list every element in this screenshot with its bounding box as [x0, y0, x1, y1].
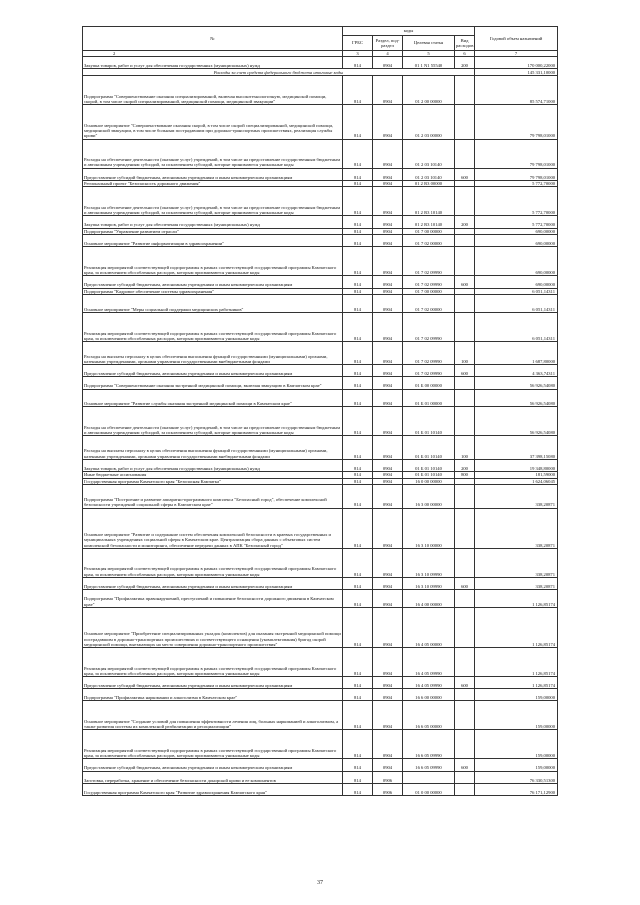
table-row	[83, 377, 558, 389]
row-csr-cell: 01 7 02 00000	[403, 295, 455, 313]
row-grbs-cell: 814	[343, 104, 373, 139]
row-sum-cell: 690,00000	[475, 235, 558, 247]
row-grbs-cell: 814	[343, 341, 373, 364]
row-grbs-cell: 814	[343, 676, 373, 688]
table-row	[83, 139, 558, 168]
row-vid-cell	[455, 288, 475, 295]
row-vid-cell	[455, 312, 475, 341]
table-row	[83, 689, 558, 701]
row-grbs-cell: 814	[343, 607, 373, 647]
row-vid-cell	[455, 647, 475, 676]
row-name-cell: Расходы на обеспечение деятельности (оказание услуг) учреждений, в том числе на предоставление государственным бюджетным и автономным учреждениям субсидий, за исключением субсидий, которые принимаются уникальные коды	[83, 187, 343, 216]
row-sum-cell: 145 331,10000	[475, 69, 558, 76]
row-sum-cell: 159,00000	[475, 730, 558, 759]
row-razdel-cell: 0904	[373, 459, 403, 471]
row-razdel-cell: 0904	[373, 548, 403, 577]
row-name-cell: Реализация мероприятий соответствующей подпрограммы в рамках соответствующей государственной программы Камчатского края, за исключением обособленных расходов, которым присваиваются уникальные коды	[83, 647, 343, 676]
row-sum-cell: 1 624,06045	[475, 478, 558, 485]
row-csr-cell: 01 7 02 09990	[403, 341, 455, 364]
row-name-cell: Расходы на выплаты персоналу в целях обеспечения выполнения функций государственными (муниципальными) органами, казенными учреждениями, органами управления государственными внебюджетными фондами	[83, 341, 343, 364]
row-razdel-cell: 0904	[373, 730, 403, 759]
row-vid-cell	[455, 139, 475, 168]
row-csr-cell: 16 6 05 00000	[403, 701, 455, 730]
table-row	[83, 295, 558, 313]
row-name-cell: Основное мероприятие "Создание условий для повышения эффективности лечения лиц, больных наркоманией и алкоголизмом, а также развития системы их комплексной реабилитации и ресоциализации"	[83, 701, 343, 730]
row-name-cell: Закупка товаров, работ и услуг для обеспечения государственных (муниципальных) нужд	[83, 216, 343, 228]
row-vid-cell	[455, 75, 475, 104]
table-row	[83, 407, 558, 436]
row-sum-cell: 6 051,14311	[475, 288, 558, 295]
row-vid-cell	[455, 104, 475, 139]
row-grbs-cell: 814	[343, 590, 373, 608]
row-grbs-cell: 814	[343, 247, 373, 276]
table-row	[83, 389, 558, 407]
row-grbs-cell: 814	[343, 508, 373, 548]
table-row	[83, 701, 558, 730]
row-csr-cell: 01 2 00 00000	[403, 75, 455, 104]
row-name-cell: Расходы на обеспечение деятельности (оказание услуг) учреждений, в том числе на предоставление государственным бюджетным и автономным учреждениям субсидий, за исключением субсидий, которые принимаются уникальные коды	[83, 139, 343, 168]
col-header-vid: Вид расходов	[455, 36, 475, 51]
row-razdel-cell: 0904	[373, 701, 403, 730]
row-vid-cell: 100	[455, 341, 475, 364]
row-grbs-cell: 814	[343, 288, 373, 295]
row-sum-cell: 159,00000	[475, 689, 558, 701]
table-row	[83, 228, 558, 235]
table-row	[83, 235, 558, 247]
row-razdel-cell: 0904	[373, 472, 403, 479]
row-sum-cell: 338,20871	[475, 485, 558, 508]
row-sum-cell: 5 772,70000	[475, 216, 558, 228]
row-grbs-cell: 814	[343, 187, 373, 216]
row-vid-cell	[455, 247, 475, 276]
row-csr-cell: 01 2 03 10140	[403, 139, 455, 168]
row-name-cell: Подпрограмма "Управление развитием отрасли"	[83, 228, 343, 235]
row-vid-cell: 600	[455, 759, 475, 771]
row-sum-cell: 56 926,54080	[475, 407, 558, 436]
row-sum-cell: 170 000,22000	[475, 57, 558, 69]
row-grbs-cell: 814	[343, 485, 373, 508]
row-sum-cell: 690,00000	[475, 247, 558, 276]
row-csr-cell: 16 4 00 00000	[403, 590, 455, 608]
table-row	[83, 759, 558, 771]
row-razdel-cell: 0904	[373, 485, 403, 508]
table-row	[83, 508, 558, 548]
row-grbs-cell: 814	[343, 57, 373, 69]
row-grbs-cell: 814	[343, 783, 373, 795]
row-razdel-cell: 0904	[373, 216, 403, 228]
row-csr-cell: 16 6 00 00000	[403, 689, 455, 701]
col-header-csr: Целевая статья	[403, 36, 455, 51]
row-sum-cell: 56 926,54080	[475, 389, 558, 407]
table-row	[83, 365, 558, 377]
row-csr-cell: 01 Б 01 10140	[403, 436, 455, 459]
row-vid-cell: 600	[455, 676, 475, 688]
row-razdel-cell: 0904	[373, 104, 403, 139]
row-name-cell: Закупка товаров, работ и услуг для обеспечения государственных (муниципальных) нужд	[83, 459, 343, 471]
row-grbs-cell: 814	[343, 759, 373, 771]
row-sum-cell: 159,00000	[475, 701, 558, 730]
index-cell: 3	[343, 51, 373, 57]
row-name-cell: Подпрограмма "Построение и развитие аппаратно-программного комплекса "Безопасный город", обеспечение комплексной безопасности учреждений социальной сферы в Камчатском крае"	[83, 485, 343, 508]
row-razdel-cell: 0904	[373, 478, 403, 485]
row-razdel-cell: 0904	[373, 228, 403, 235]
row-vid-cell: 100	[455, 436, 475, 459]
row-csr-cell: 01 7 02 09990	[403, 247, 455, 276]
row-razdel-cell: 0904	[373, 57, 403, 69]
row-vid-cell: 800	[455, 472, 475, 479]
row-csr-cell: 16 3 10 09990	[403, 577, 455, 589]
row-sum-cell: 1 687,80000	[475, 341, 558, 364]
row-razdel-cell: 0904	[373, 288, 403, 295]
row-name-cell: Заготовка, переработка, хранение и обеспечение безопасности донорской крови и ее компонентов	[83, 771, 343, 783]
row-name-cell: Предоставление субсидий бюджетным, автономным учреждениям и иным некоммерческим организациям	[83, 759, 343, 771]
row-name-cell: Основное мероприятие "Приобретение специализированных укладок (комплектов) для оказания экстренной медицинской помощи пострадавшим в дорожно-транспортных происшествиях и соответствующего оснащения (укомплектования) бригад скорой медицинской помощи, выезжающих на место совершения дорожно-транспортного происшествия"	[83, 607, 343, 647]
row-vid-cell	[455, 548, 475, 577]
row-csr-cell	[403, 771, 455, 783]
row-razdel-cell: 0904	[373, 168, 403, 180]
row-csr-cell: 16 6 05 09990	[403, 730, 455, 759]
row-razdel-cell: 0904	[373, 75, 403, 104]
row-sum-cell: 338,20871	[475, 508, 558, 548]
row-sum-cell: 5 772,70000	[475, 180, 558, 187]
row-sum-cell: 79 798,01000	[475, 168, 558, 180]
row-name-cell: Государственная программа Камчатского края "Безопасная Камчатка"	[83, 478, 343, 485]
row-vid-cell	[455, 689, 475, 701]
row-grbs-cell: 814	[343, 407, 373, 436]
row-vid-cell	[455, 508, 475, 548]
table-row	[83, 75, 558, 104]
row-name-cell: Подпрограмма "Профилактика правонарушений, преступлений и повышение безопасности дорожного движения в Камчатском крае"	[83, 590, 343, 608]
row-vid-cell: 200	[455, 57, 475, 69]
row-csr-cell: 01 2 03 00000	[403, 104, 455, 139]
row-csr-cell: 01 2 R3 00000	[403, 180, 455, 187]
row-grbs-cell: 814	[343, 228, 373, 235]
row-name-cell: Основное мероприятие "Совершенствование оказания скорой, в том числе скорой специализированной, медицинской помощи, медицинской эвакуации, в том числе больным пострадавшим при дорожно-транспортных происшествиях, реализация службы крови"	[83, 104, 343, 139]
budget-table	[82, 26, 558, 796]
index-cell: 6	[455, 51, 475, 57]
row-sum-cell: 181,59000	[475, 472, 558, 479]
row-name-cell: Расходы на обеспечение деятельности (оказание услуг) учреждений, в том числе на предоставление государственным бюджетным и автономным учреждениям субсидий, за исключением субсидий, которые принимаются уникальные коды	[83, 407, 343, 436]
row-csr-cell: 01 7 02 09990	[403, 276, 455, 288]
row-csr-cell: 01 7 02 09990	[403, 365, 455, 377]
row-csr-cell: 16 6 05 09990	[403, 759, 455, 771]
row-sum-cell: 690,00000	[475, 228, 558, 235]
row-grbs-cell: 814	[343, 235, 373, 247]
row-sum-cell: 690,00000	[475, 276, 558, 288]
table-row	[83, 478, 558, 485]
row-sum-cell: 6 051,14311	[475, 295, 558, 313]
row-name-cell: Подпрограмма "Совершенствование оказания экстренной медицинской помощи, включая эвакуацию в Камчатском крае"	[83, 377, 343, 389]
row-sum-cell: 159,00000	[475, 759, 558, 771]
table-row	[83, 247, 558, 276]
row-vid-cell	[455, 701, 475, 730]
document-page	[82, 26, 557, 796]
col-header-razdel: Раздел, под-раздел	[373, 36, 403, 51]
row-sum-cell: 79 798,01000	[475, 139, 558, 168]
row-vid-cell	[455, 180, 475, 187]
row-vid-cell	[455, 590, 475, 608]
row-razdel-cell: 0904	[373, 607, 403, 647]
row-name-cell: Основное мероприятие "Развитие и содержание систем обеспечения комплексной безопасности в краевых государственных и муниципальных учреждениях социальной сферы в Камчатском крае. Централизация сбора данных с объектовых систем комплексной безопасности и мониторинга, обеспечение передачи данных в АПК "Безопасный город"	[83, 508, 343, 548]
table-row	[83, 783, 558, 795]
row-grbs-cell: 814	[343, 771, 373, 783]
row-grbs-cell: 814	[343, 730, 373, 759]
col-header-sum: Годовой объем назначений	[475, 27, 558, 51]
table-row	[83, 485, 558, 508]
row-razdel-cell: 0904	[373, 180, 403, 187]
row-csr-cell: 16 4 05 09990	[403, 647, 455, 676]
row-csr-cell: 01 2 R3 10140	[403, 216, 455, 228]
table-row	[83, 180, 558, 187]
table-row	[83, 607, 558, 647]
row-name-cell: Основное мероприятие "Меры социальной поддержки медицинских работников"	[83, 295, 343, 313]
row-name-cell: Подпрограмма "Совершенствование оказания специализированной, включая высокотехнологичную, медицинской помощи, скорой, в том числе скорой специализированной, медицинской помощи, медицинской эвакуации"	[83, 75, 343, 104]
row-csr-cell: 01 7 02 09990	[403, 312, 455, 341]
row-grbs-cell: 814	[343, 389, 373, 407]
index-cell: 5	[403, 51, 455, 57]
row-grbs-cell: 814	[343, 75, 373, 104]
row-razdel-cell: 0906	[373, 783, 403, 795]
index-cell: 4	[373, 51, 403, 57]
row-sum-cell: 37 398,15080	[475, 436, 558, 459]
row-grbs-cell: 814	[343, 701, 373, 730]
row-vid-cell	[455, 485, 475, 508]
table-body	[83, 57, 558, 796]
row-sum-cell: 6 051,14311	[475, 312, 558, 341]
row-csr-cell: 16 3 10 09990	[403, 548, 455, 577]
row-sum-cell: 85 574,71000	[475, 75, 558, 104]
row-name-cell: Предоставление субсидий бюджетным, автономным учреждениям и иным некоммерческим организациям	[83, 676, 343, 688]
row-sum-cell: 338,20871	[475, 548, 558, 577]
row-vid-cell: 600	[455, 577, 475, 589]
row-csr-cell: 16 3 10 00000	[403, 508, 455, 548]
row-name-cell: Реализация мероприятий соответствующей подпрограммы в рамках соответствующей государственной программы Камчатского края, за исключением обособленных расходов, которым присваиваются уникальные коды	[83, 548, 343, 577]
table-row	[83, 276, 558, 288]
row-razdel-cell: 0904	[373, 187, 403, 216]
row-grbs-cell: 814	[343, 472, 373, 479]
row-razdel-cell: 0904	[373, 276, 403, 288]
row-grbs-cell: 814	[343, 168, 373, 180]
row-csr-cell: 01 Б 00 00000	[403, 377, 455, 389]
table-row	[83, 341, 558, 364]
row-vid-cell	[455, 771, 475, 783]
row-sum-cell: 56 926,54080	[475, 377, 558, 389]
row-name-cell: Подпрограмма "Кадровое обеспечение системы здравоохранения"	[83, 288, 343, 295]
row-vid-cell	[455, 295, 475, 313]
row-razdel-cell: 0904	[373, 577, 403, 589]
row-grbs-cell: 814	[343, 377, 373, 389]
row-razdel-cell: 0904	[373, 647, 403, 676]
row-csr-cell: 16 0 00 00000	[403, 478, 455, 485]
row-razdel-cell: 0904	[373, 590, 403, 608]
row-razdel-cell: 0904	[373, 341, 403, 364]
row-vid-cell	[455, 228, 475, 235]
table-row	[83, 312, 558, 341]
table-row	[83, 730, 558, 759]
row-sum-cell: 338,20871	[475, 577, 558, 589]
row-csr-cell: 01 2 03 10140	[403, 168, 455, 180]
row-vid-cell	[455, 783, 475, 795]
table-row	[83, 288, 558, 295]
row-csr-cell: 01 Б 01 00000	[403, 389, 455, 407]
row-sum-cell: 19 348,80000	[475, 459, 558, 471]
row-name-cell: Региональный проект "Безопасность дорожного движения"	[83, 180, 343, 187]
row-sum-cell: 5 772,70000	[475, 187, 558, 216]
row-razdel-cell: 0904	[373, 312, 403, 341]
row-csr-cell: 01 0 00 00000	[403, 783, 455, 795]
row-razdel-cell: 0904	[373, 676, 403, 688]
row-vid-cell	[455, 377, 475, 389]
row-razdel-cell: 0904	[373, 508, 403, 548]
table-row	[83, 676, 558, 688]
row-name-cell: Предоставление субсидий бюджетным, автономным учреждениям и иным некоммерческим организациям	[83, 276, 343, 288]
row-razdel-cell: 0904	[373, 389, 403, 407]
row-vid-cell	[455, 389, 475, 407]
row-name-cell: Реализация мероприятий соответствующей подпрограммы в рамках соответствующей государственной программы Камчатского края, за исключением обособленных расходов, которым присваиваются уникальные коды	[83, 247, 343, 276]
row-razdel-cell: 0904	[373, 407, 403, 436]
table-row	[83, 771, 558, 783]
row-razdel-cell: 0904	[373, 759, 403, 771]
row-vid-cell: 600	[455, 168, 475, 180]
table-row	[83, 472, 558, 479]
row-name-cell: Реализация мероприятий соответствующей подпрограммы в рамках соответствующей государственной программы Камчатского края, за исключением обособленных расходов, которым присваиваются уникальные коды	[83, 730, 343, 759]
row-name-cell: Государственная программа Камчатского края "Развитие здравоохранения Камчатского края"	[83, 783, 343, 795]
row-razdel-cell: 0904	[373, 377, 403, 389]
row-sum-cell: 1 126,85174	[475, 676, 558, 688]
row-csr-cell: 16 4 05 09990	[403, 676, 455, 688]
row-vid-cell	[455, 607, 475, 647]
row-csr-cell: 01 7 00 00000	[403, 228, 455, 235]
row-sum-cell: 76 330,51300	[475, 771, 558, 783]
table-row	[83, 69, 558, 76]
row-razdel-cell: 0904	[373, 365, 403, 377]
table-row	[83, 168, 558, 180]
row-sum-cell: 79 798,01000	[475, 104, 558, 139]
table-row	[83, 216, 558, 228]
row-name-cell: Предоставление субсидий бюджетным, автономным учреждениям и иным некоммерческим организациям	[83, 168, 343, 180]
index-cell: 7	[475, 51, 558, 57]
table-row	[83, 436, 558, 459]
row-vid-cell	[455, 407, 475, 436]
col-header-num: №	[83, 27, 343, 51]
row-name-cell: Закупка товаров, работ и услуг для обеспечения государственных (муниципальных) нужд	[83, 57, 343, 69]
row-csr-cell: 16 4 05 00000	[403, 607, 455, 647]
row-csr-cell: 01 7 00 00000	[403, 288, 455, 295]
row-grbs-cell: 814	[343, 312, 373, 341]
row-vid-cell: 200	[455, 459, 475, 471]
row-razdel-cell: 0904	[373, 689, 403, 701]
row-vid-cell	[455, 730, 475, 759]
row-razdel-cell: 0906	[373, 771, 403, 783]
row-csr-cell: 01 Б 01 10140	[403, 472, 455, 479]
table-row	[83, 459, 558, 471]
row-grbs-cell: 814	[343, 436, 373, 459]
row-csr-cell: 01 2 R3 10140	[403, 187, 455, 216]
row-vid-cell	[455, 478, 475, 485]
row-grbs-cell: 814	[343, 689, 373, 701]
row-grbs-cell: 814	[343, 548, 373, 577]
row-vid-cell: 600	[455, 276, 475, 288]
row-name-cell: Подпрограмма "Профилактика наркомании и алкоголизма в Камчатском крае"	[83, 689, 343, 701]
row-grbs-cell: 814	[343, 577, 373, 589]
row-vid-cell	[455, 235, 475, 247]
row-name-cell: Расходы на выплаты персоналу в целях обеспечения выполнения функций государственными (муниципальными) органами, казенными учреждениями, органами управления государственными внебюджетными фондами	[83, 436, 343, 459]
row-csr-cell: 01 1 N1 55540	[403, 57, 455, 69]
row-name-cell: Предоставление субсидий бюджетным, автономным учреждениям и иным некоммерческим организациям	[83, 365, 343, 377]
row-razdel-cell: 0904	[373, 295, 403, 313]
row-csr-cell: 01 Б 01 10140	[403, 459, 455, 471]
row-vid-cell: 200	[455, 216, 475, 228]
row-name-cell: Предоставление субсидий бюджетным, автономным учреждениям и иным некоммерческим организациям	[83, 577, 343, 589]
row-csr-cell: 01 7 02 00000	[403, 235, 455, 247]
page-number: 37	[317, 880, 323, 886]
table-row	[83, 647, 558, 676]
row-razdel-cell: 0904	[373, 247, 403, 276]
row-grbs-cell: 814	[343, 216, 373, 228]
table-row	[83, 187, 558, 216]
table-row	[83, 104, 558, 139]
col-header-codes: коды	[343, 27, 475, 36]
row-grbs-cell: 814	[343, 139, 373, 168]
row-sum-cell: 1 126,85174	[475, 607, 558, 647]
row-name-cell: Иные бюджетные ассигнования	[83, 472, 343, 479]
row-grbs-cell: 814	[343, 478, 373, 485]
row-grbs-cell: 814	[343, 459, 373, 471]
row-vid-cell: 600	[455, 365, 475, 377]
row-csr-cell: 01 Б 01 10140	[403, 407, 455, 436]
table-row	[83, 590, 558, 608]
row-sum-cell: 1 126,85174	[475, 647, 558, 676]
row-name-cell: Основное мероприятие "Развитие информатизации в здравоохранении"	[83, 235, 343, 247]
row-razdel-cell: 0904	[373, 235, 403, 247]
row-grbs-cell: 814	[343, 180, 373, 187]
table-row	[83, 548, 558, 577]
row-razdel-cell: 0904	[373, 139, 403, 168]
row-name-cell: Реализация мероприятий соответствующей подпрограммы в рамках соответствующей государственной программы Камчатского края, за исключением обособленных расходов, которым присваиваются уникальные коды	[83, 312, 343, 341]
row-name-cell: Расходы за счет средств федерального бюджета итоговые коды	[83, 69, 475, 76]
row-sum-cell: 76 171,12900	[475, 783, 558, 795]
row-vid-cell	[455, 187, 475, 216]
table-row	[83, 57, 558, 69]
table-row	[83, 577, 558, 589]
row-grbs-cell: 814	[343, 647, 373, 676]
row-sum-cell: 1 126,85174	[475, 590, 558, 608]
row-sum-cell: 4 363,74311	[475, 365, 558, 377]
row-grbs-cell: 814	[343, 295, 373, 313]
col-header-grbs: ГРБС	[343, 36, 373, 51]
row-grbs-cell: 814	[343, 365, 373, 377]
row-razdel-cell: 0904	[373, 436, 403, 459]
row-grbs-cell: 814	[343, 276, 373, 288]
index-cell: 2	[83, 51, 343, 57]
row-name-cell: Основное мероприятие "Развитие службы оказания экстренной медицинской помощи в Камчатском крае"	[83, 389, 343, 407]
row-csr-cell: 16 3 00 00000	[403, 485, 455, 508]
